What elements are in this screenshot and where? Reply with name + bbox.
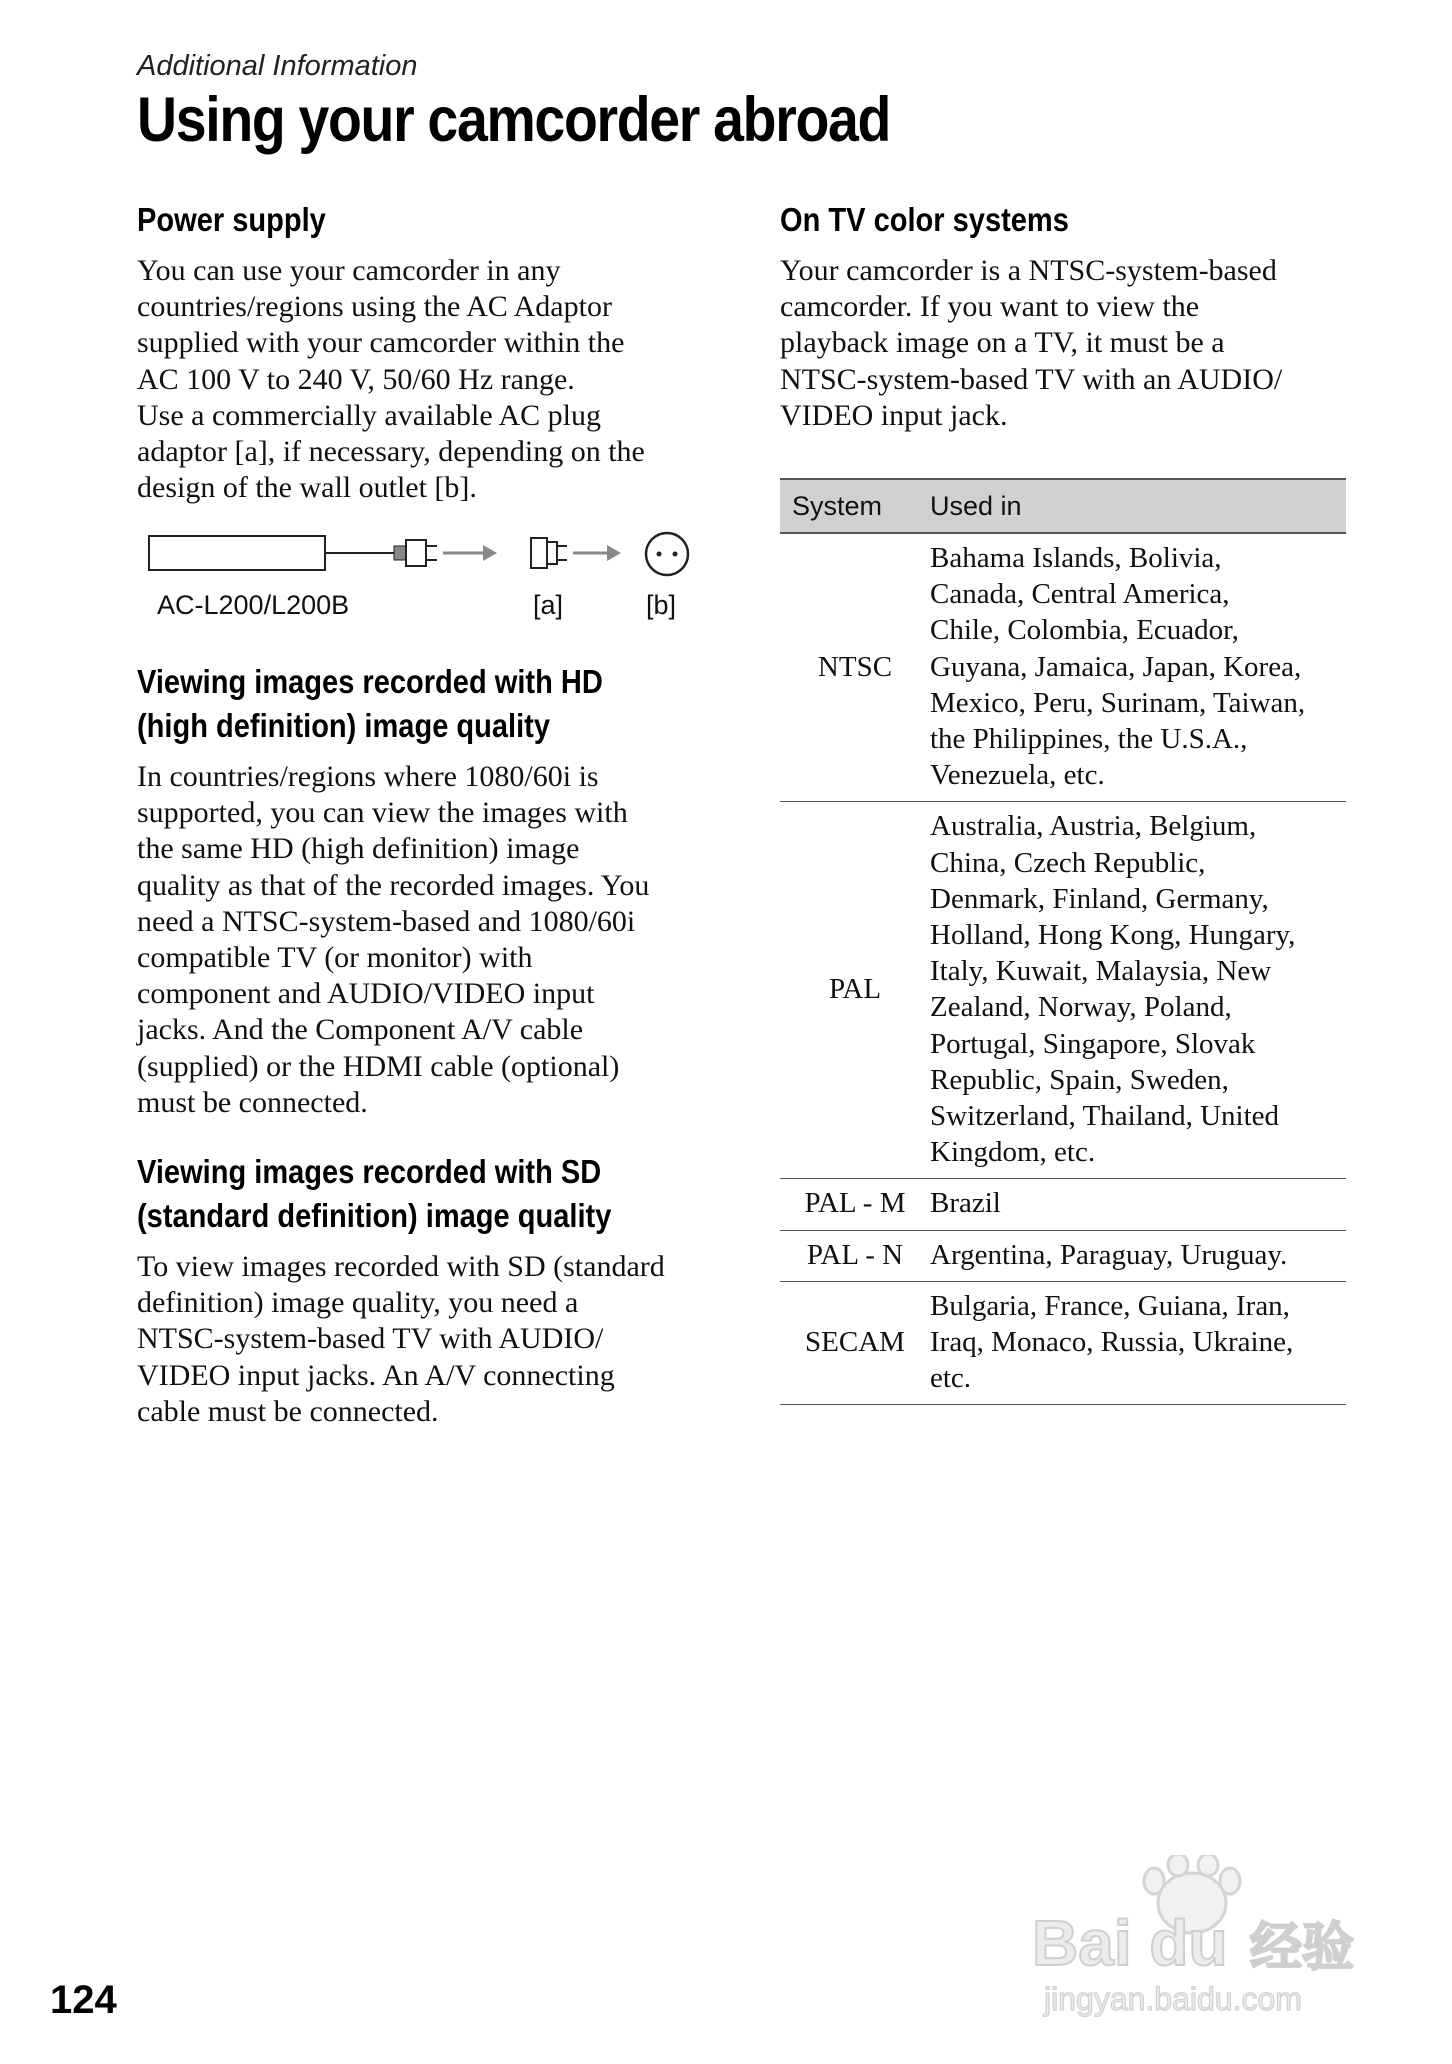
table-row xyxy=(780,1281,1346,1405)
country-line: Denmark, Finland, Germany, xyxy=(930,882,1269,915)
text-line: component and AUDIO/VIDEO input xyxy=(137,977,595,1011)
plug-label: [a] xyxy=(533,590,564,620)
text-line: camcorder. If you want to view the xyxy=(780,290,1200,324)
text-line: AC 100 V to 240 V, 50/60 Hz range. xyxy=(137,362,575,396)
svg-text:jingyan.baidu.com: jingyan.baidu.com xyxy=(1044,1981,1302,2017)
text-line: need a NTSC-system-based and 1080/60i xyxy=(137,904,636,938)
baidu-watermark-logo xyxy=(1032,1855,1382,2025)
text-line: must be connected. xyxy=(137,1085,368,1119)
used-in-cell xyxy=(930,1281,1346,1405)
table-row xyxy=(780,802,1346,1179)
text-line: Your camcorder is a NTSC-system-based xyxy=(780,254,1277,287)
country-line: Switzerland, Thailand, United xyxy=(930,1100,1279,1133)
system-cell: PAL - N xyxy=(780,1230,930,1281)
power-adaptor-diagram xyxy=(137,530,697,635)
system-cell: PAL xyxy=(780,802,930,1179)
system-cell: PAL - M xyxy=(780,1179,930,1230)
sd-heading xyxy=(137,1150,639,1238)
arrow-right-icon xyxy=(443,545,497,561)
country-line: Zealand, Norway, Poland, xyxy=(930,991,1232,1024)
table-header-row xyxy=(780,479,1346,533)
country-line: China, Czech Republic, xyxy=(930,846,1206,879)
tv-systems-table xyxy=(780,478,1346,1405)
table-row xyxy=(780,1230,1346,1281)
text-line: supported, you can view the images with xyxy=(137,796,628,830)
sd-text xyxy=(137,1249,707,1430)
text-line: definition) image quality, you need a xyxy=(137,1286,579,1320)
text-line: supplied with your camcorder within the xyxy=(137,326,625,360)
country-line: Holland, Hong Kong, Hungary, xyxy=(930,919,1296,952)
country-line: Iraq, Monaco, Russia, Ukraine, xyxy=(930,1326,1294,1359)
tv-systems-text xyxy=(780,253,1340,434)
hd-heading xyxy=(137,660,639,748)
text-line: jacks. And the Component A/V cable xyxy=(137,1013,584,1047)
sd-heading-line: (standard definition) image quality xyxy=(137,1197,612,1234)
text-line: NTSC-system-based TV with AUDIO/ xyxy=(137,1322,604,1356)
text-line: (supplied) or the HDMI cable (optional) xyxy=(137,1049,620,1083)
text-line: design of the wall outlet [b]. xyxy=(137,471,477,505)
text-line: In countries/regions where 1080/60i is xyxy=(137,760,599,793)
country-line: Canada, Central America, xyxy=(930,578,1230,611)
country-line: Guyana, Jamaica, Japan, Korea, xyxy=(930,650,1302,683)
text-line: NTSC-system-based TV with an AUDIO/ xyxy=(780,362,1283,396)
ac-adaptor-icon xyxy=(149,536,437,570)
country-line: Kingdom, etc. xyxy=(930,1136,1096,1169)
country-line: Republic, Spain, Sweden, xyxy=(930,1063,1229,1096)
hd-text xyxy=(137,759,707,1121)
country-line: Bulgaria, France, Guiana, Iran, xyxy=(930,1289,1290,1322)
table-row xyxy=(780,533,1346,802)
adaptor-diagram-graphic xyxy=(137,530,697,590)
arrow-right-icon xyxy=(573,545,621,561)
table-row xyxy=(780,1179,1346,1230)
wall-outlet-icon xyxy=(646,533,688,575)
country-line: Brazil xyxy=(930,1187,1001,1220)
adaptor-label: AC-L200/L200B xyxy=(157,590,350,620)
used-in-cell xyxy=(930,1230,1346,1281)
svg-text:经验: 经验 xyxy=(1250,1918,1355,1978)
text-line: You can use your camcorder in any xyxy=(137,254,561,287)
sd-heading-line: Viewing images recorded with SD xyxy=(137,1153,602,1190)
text-line: adaptor [a], if necessary, depending on the xyxy=(137,435,645,469)
text-line: playback image on a TV, it must be a xyxy=(780,326,1225,360)
plug-adaptor-icon xyxy=(531,538,567,568)
text-line: Use a commercially available AC plug xyxy=(137,398,602,432)
text-line: To view images recorded with SD (standard xyxy=(137,1250,665,1283)
hd-heading-line: Viewing images recorded with HD xyxy=(137,663,603,700)
section-label: Additional Information xyxy=(137,50,418,82)
svg-text:Bai du: Bai du xyxy=(1032,1907,1228,1979)
country-line: Argentina, Paraguay, Uruguay. xyxy=(930,1238,1288,1271)
country-line: Bahama Islands, Bolivia, xyxy=(930,542,1222,574)
country-line: Venezuela, etc. xyxy=(930,759,1105,792)
used-in-cell xyxy=(930,802,1346,1179)
outlet-label: [b] xyxy=(646,590,677,620)
text-line: the same HD (high definition) image xyxy=(137,832,580,866)
text-line: quality as that of the recorded images. You xyxy=(137,868,650,902)
country-line: the Philippines, the U.S.A., xyxy=(930,723,1248,756)
country-line: Portugal, Singapore, Slovak xyxy=(930,1027,1256,1060)
power-supply-text xyxy=(137,253,707,506)
hd-heading-line: (high definition) image quality xyxy=(137,707,551,744)
page-number: 124 xyxy=(50,1978,117,2022)
page-title: Using your camcorder abroad xyxy=(137,85,891,155)
country-line: Australia, Austria, Belgium, xyxy=(930,810,1257,843)
used-in-cell xyxy=(930,1179,1346,1230)
country-line: Chile, Colombia, Ecuador, xyxy=(930,614,1239,647)
column-header-used-in: Used in xyxy=(930,479,1346,533)
country-line: etc. xyxy=(930,1362,972,1395)
text-line: countries/regions using the AC Adaptor xyxy=(137,290,612,324)
text-line: VIDEO input jack. xyxy=(780,398,1008,432)
text-line: VIDEO input jacks. An A/V connecting xyxy=(137,1358,615,1392)
country-line: Mexico, Peru, Surinam, Taiwan, xyxy=(930,686,1306,719)
system-cell: NTSC xyxy=(780,533,930,802)
text-line: cable must be connected. xyxy=(137,1394,439,1428)
column-header-system: System xyxy=(780,479,930,533)
power-supply-heading: Power supply xyxy=(137,201,326,238)
country-line: Italy, Kuwait, Malaysia, New xyxy=(930,955,1272,988)
system-cell: SECAM xyxy=(780,1281,930,1405)
tv-systems-heading: On TV color systems xyxy=(780,201,1069,238)
used-in-cell xyxy=(930,533,1346,802)
text-line: compatible TV (or monitor) with xyxy=(137,941,533,975)
